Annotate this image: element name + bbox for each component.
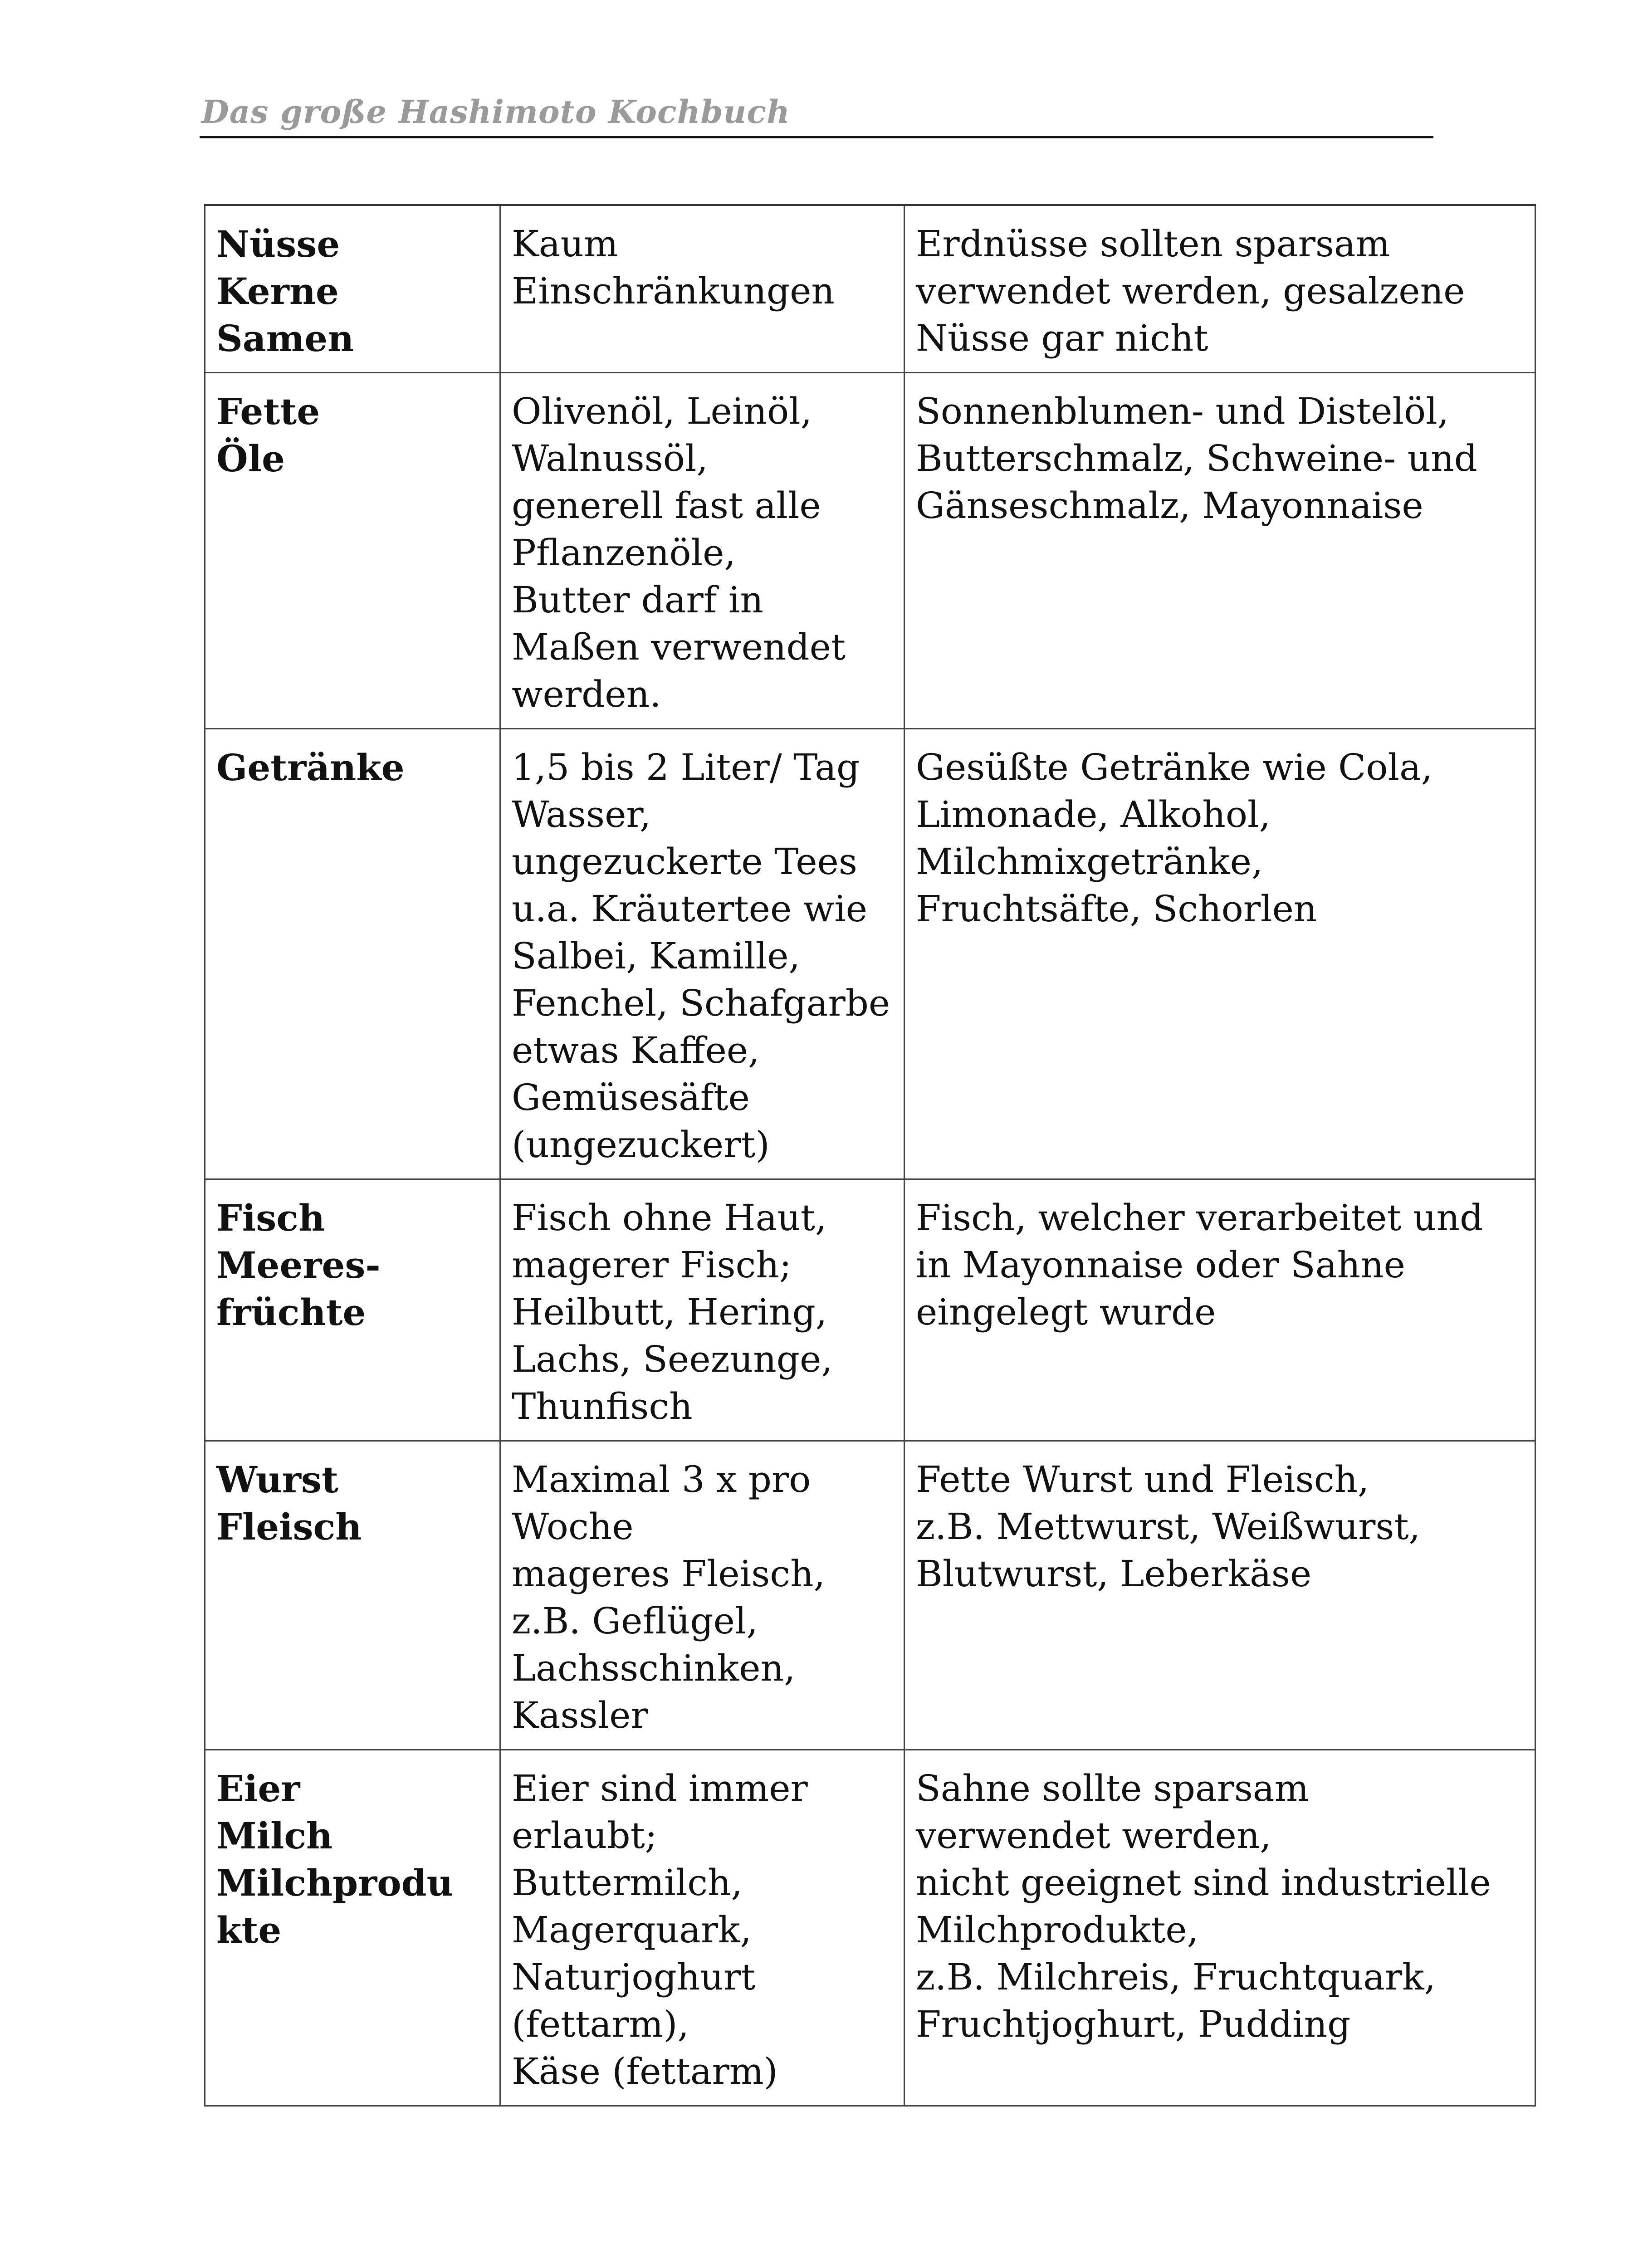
category-cell: Fette Öle [205,373,500,729]
table-row-fish [205,1179,1535,1441]
table-row-drinks [205,729,1535,1179]
category-cell: Wurst Fleisch [205,1441,500,1750]
running-header-title: Das große Hashimoto Kochbuch [201,93,790,131]
category-cell: Getränke [205,729,500,1179]
avoid-cell: Sahne sollte sparsam verwendet werden, nicht geeignet sind industrielle Milchprodukte, z.B. Milchreis, Fruchtquark, Fruchtjoghurt, Pudding [905,1750,1535,2106]
category-cell: Fisch Meeres- früchte [205,1179,500,1441]
table-row-meat [205,1441,1535,1750]
avoid-cell: Gesüßte Getränke wie Cola, Limonade, Alkohol, Milchmixgetränke, Fruchtsäfte, Schorlen [905,729,1535,1179]
table-row-dairy [205,1750,1535,2106]
allowed-cell: Olivenöl, Leinöl, Walnussöl, generell fast alle Pflanzenöle, Butter darf in Maßen verwendet werden. [500,373,905,729]
table-row-fats [205,373,1535,729]
avoid-cell: Fette Wurst und Fleisch, z.B. Mettwurst, Weißwurst, Blutwurst, Leberkäse [905,1441,1535,1750]
allowed-cell: 1,5 bis 2 Liter/ Tag Wasser, ungezuckerte Tees u.a. Kräutertee wie Salbei, Kamille, Fenchel, Schafgarbe etwas Kaffee, Gemüsesäfte (ungezuckert) [500,729,905,1179]
food-table [204,204,1536,2107]
allowed-cell: Eier sind immer erlaubt; Buttermilch, Magerquark, Naturjoghurt (fettarm), Käse (fettarm) [500,1750,905,2106]
avoid-cell: Erdnüsse sollten sparsam verwendet werden, gesalzene Nüsse gar nicht [905,205,1535,373]
header-divider [200,136,1433,138]
allowed-cell: Fisch ohne Haut, magerer Fisch; Heilbutt, Hering, Lachs, Seezunge, Thunfisch [500,1179,905,1441]
table-row-nuts [205,205,1535,373]
allowed-cell: Maximal 3 x pro Woche mageres Fleisch, z.B. Geflügel, Lachsschinken, Kassler [500,1441,905,1750]
category-cell: Nüsse Kerne Samen [205,205,500,373]
allowed-cell: Kaum Einschränkungen [500,205,905,373]
avoid-cell: Sonnenblumen- und Distelöl, Butterschmalz, Schweine- und Gänseschmalz, Mayonnaise [905,373,1535,729]
category-cell: Eier Milch Milchprodu kte [205,1750,500,2106]
avoid-cell: Fisch, welcher verarbeitet und in Mayonnaise oder Sahne eingelegt wurde [905,1179,1535,1441]
